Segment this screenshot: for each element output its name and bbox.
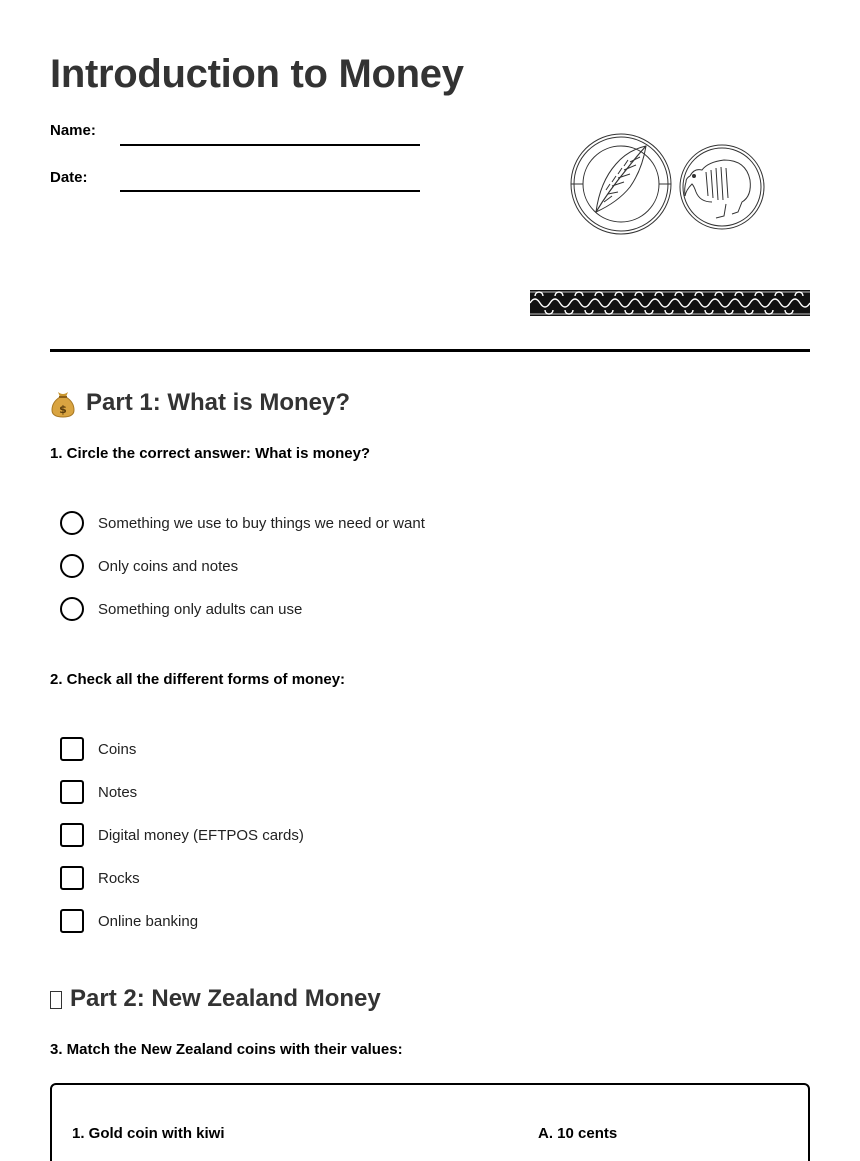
page-title: Introduction to Money [50, 52, 464, 96]
matching-table [50, 1083, 810, 1161]
q1-option[interactable] [60, 553, 238, 579]
radio-circle-icon[interactable] [60, 597, 84, 621]
match-right-item: A. 10 cents [538, 1125, 618, 1142]
match-left-item: 1. Gold coin with kiwi [72, 1125, 225, 1142]
question-3: 3. Match the New Zealand coins with their values: [50, 1041, 403, 1058]
money-bag-icon [50, 388, 76, 418]
checkbox-icon[interactable] [60, 737, 84, 761]
name-field[interactable] [120, 144, 420, 146]
checkbox-icon[interactable] [60, 780, 84, 804]
q2-option-label: Notes [98, 783, 138, 801]
svg-text:$: $ [59, 403, 67, 416]
q2-option-label: Digital money (EFTPOS cards) [98, 826, 304, 844]
maori-border-pattern [530, 290, 810, 316]
radio-circle-icon[interactable] [60, 554, 84, 578]
q2-option[interactable] [60, 908, 198, 934]
name-label: Name: [50, 122, 96, 139]
q1-option-label: Something we use to buy things we need or want [98, 514, 425, 532]
q2-option[interactable] [60, 865, 140, 891]
part1-heading [50, 388, 350, 418]
q1-option-label: Something only adults can use [98, 600, 303, 618]
q1-option[interactable] [60, 510, 425, 536]
checkbox-icon[interactable] [60, 823, 84, 847]
question-1: 1. Circle the correct answer: What is money? [50, 445, 371, 462]
q2-option-label: Rocks [98, 869, 140, 887]
date-field[interactable] [120, 190, 420, 192]
checkbox-icon[interactable] [60, 866, 84, 890]
header-divider [50, 349, 810, 352]
q2-option[interactable] [60, 736, 136, 762]
q2-option-label: Coins [98, 740, 137, 758]
q2-option-label: Online banking [98, 912, 199, 930]
checkbox-icon[interactable] [60, 909, 84, 933]
date-label: Date: [50, 169, 88, 186]
question-2: 2. Check all the different forms of money: [50, 671, 346, 688]
q2-option[interactable] [60, 822, 304, 848]
part2-heading-text: Part 2: New Zealand Money [70, 985, 381, 1012]
part2-heading [50, 985, 381, 1013]
missing-glyph-icon [50, 991, 62, 1009]
q2-option[interactable] [60, 779, 137, 805]
q1-option[interactable] [60, 596, 302, 622]
q1-option-label: Only coins and notes [98, 557, 239, 575]
radio-circle-icon[interactable] [60, 511, 84, 535]
part1-heading-text: Part 1: What is Money? [86, 389, 351, 416]
nz-coins-image [568, 132, 768, 236]
